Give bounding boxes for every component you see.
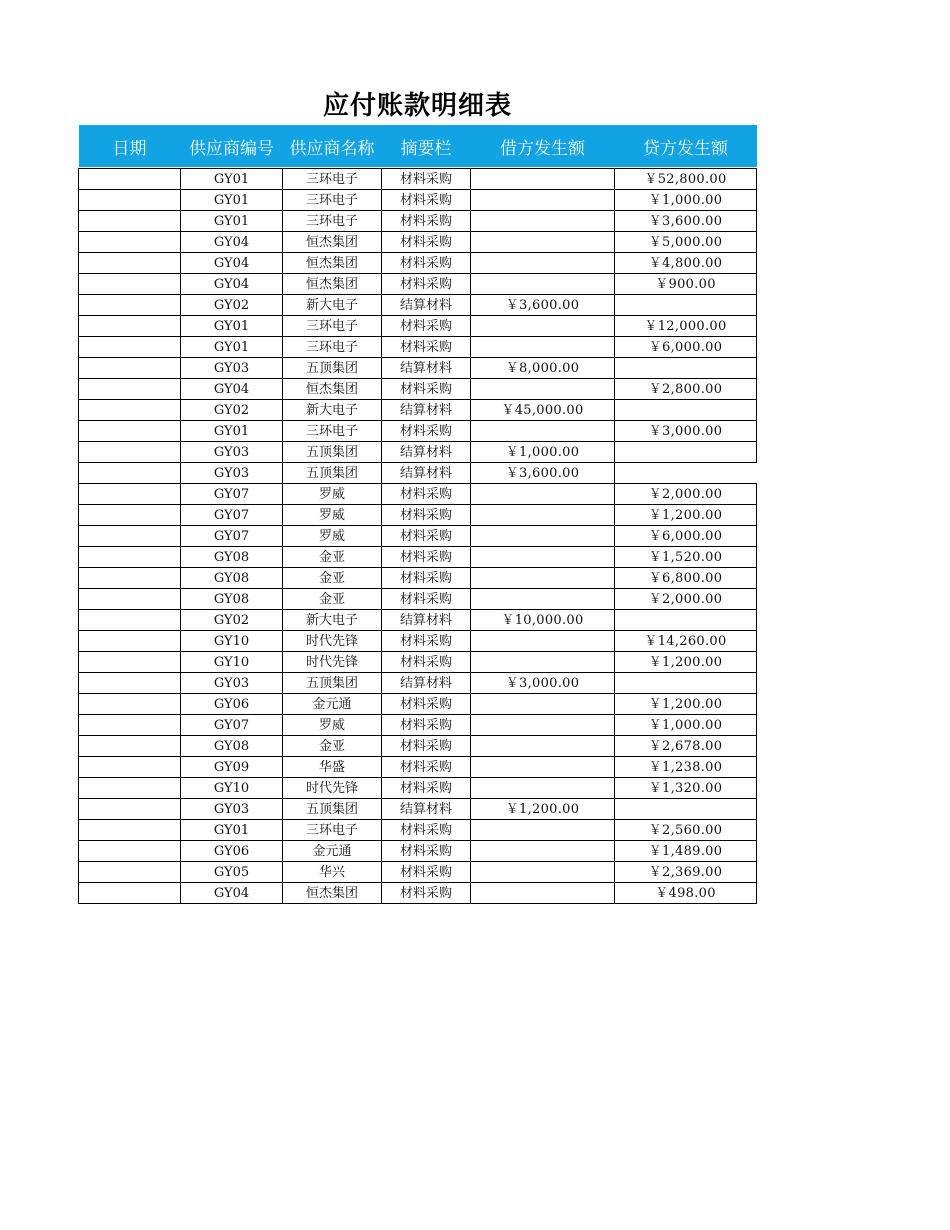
memo-cell[interactable]: 材料采购 bbox=[382, 316, 471, 337]
credit-cell[interactable]: ￥2,560.00 bbox=[615, 820, 757, 841]
supplier-code-cell[interactable]: GY01 bbox=[181, 337, 283, 358]
supplier-code-cell[interactable]: GY01 bbox=[181, 421, 283, 442]
memo-cell[interactable]: 材料采购 bbox=[382, 736, 471, 757]
debit-cell[interactable]: ￥3,000.00 bbox=[471, 673, 615, 694]
supplier-name-cell[interactable]: 五顶集团 bbox=[283, 463, 382, 484]
date-cell[interactable] bbox=[79, 568, 181, 589]
debit-cell[interactable]: ￥1,000.00 bbox=[471, 442, 615, 463]
debit-cell[interactable] bbox=[471, 190, 615, 211]
supplier-code-cell[interactable]: GY10 bbox=[181, 631, 283, 652]
date-cell[interactable] bbox=[79, 757, 181, 778]
table-row bbox=[79, 799, 757, 820]
table-row bbox=[79, 778, 757, 799]
date-cell[interactable] bbox=[79, 589, 181, 610]
debit-cell[interactable] bbox=[471, 316, 615, 337]
date-cell[interactable] bbox=[79, 715, 181, 736]
supplier-code-cell[interactable]: GY07 bbox=[181, 484, 283, 505]
column-header-date[interactable]: 日期 bbox=[79, 125, 181, 167]
credit-cell[interactable]: ￥2,678.00 bbox=[615, 736, 757, 757]
date-cell[interactable] bbox=[79, 316, 181, 337]
memo-cell[interactable]: 材料采购 bbox=[382, 589, 471, 610]
debit-cell[interactable] bbox=[471, 547, 615, 568]
debit-cell[interactable]: ￥10,000.00 bbox=[471, 610, 615, 631]
table-row bbox=[79, 295, 757, 316]
supplier-code-cell[interactable]: GY03 bbox=[181, 442, 283, 463]
supplier-code-cell[interactable]: GY09 bbox=[181, 757, 283, 778]
credit-cell[interactable]: ￥1,200.00 bbox=[615, 505, 757, 526]
supplier-code-cell[interactable]: GY03 bbox=[181, 799, 283, 820]
memo-cell[interactable]: 材料采购 bbox=[382, 820, 471, 841]
date-cell[interactable] bbox=[79, 169, 181, 190]
credit-cell[interactable]: ￥1,320.00 bbox=[615, 778, 757, 799]
date-cell[interactable] bbox=[79, 400, 181, 421]
debit-cell[interactable] bbox=[471, 169, 615, 190]
table-row bbox=[79, 274, 757, 295]
credit-cell[interactable]: ￥900.00 bbox=[615, 274, 757, 295]
supplier-name-cell[interactable]: 罗威 bbox=[283, 484, 382, 505]
table-row bbox=[79, 421, 757, 442]
credit-cell[interactable]: ￥5,000.00 bbox=[615, 232, 757, 253]
date-cell[interactable] bbox=[79, 631, 181, 652]
supplier-name-cell[interactable]: 时代先锋 bbox=[283, 631, 382, 652]
supplier-name-cell[interactable]: 金亚 bbox=[283, 736, 382, 757]
supplier-name-cell[interactable]: 新大电子 bbox=[283, 295, 382, 316]
memo-cell[interactable]: 结算材料 bbox=[382, 400, 471, 421]
debit-cell[interactable] bbox=[471, 652, 615, 673]
table-row bbox=[79, 673, 757, 694]
supplier-name-cell[interactable]: 罗威 bbox=[283, 715, 382, 736]
table-row bbox=[79, 484, 757, 505]
table-row bbox=[79, 589, 757, 610]
supplier-code-cell[interactable]: GY06 bbox=[181, 841, 283, 862]
debit-cell[interactable] bbox=[471, 862, 615, 883]
date-cell[interactable] bbox=[79, 673, 181, 694]
column-header-memo[interactable]: 摘要栏 bbox=[382, 125, 471, 167]
header-row bbox=[79, 125, 757, 167]
column-header-credit[interactable]: 贷方发生额 bbox=[615, 125, 757, 167]
date-cell[interactable] bbox=[79, 484, 181, 505]
credit-cell[interactable] bbox=[615, 442, 757, 463]
supplier-name-cell[interactable]: 五顶集团 bbox=[283, 673, 382, 694]
credit-cell[interactable]: ￥52,800.00 bbox=[615, 169, 757, 190]
table-row bbox=[79, 505, 757, 526]
date-cell[interactable] bbox=[79, 190, 181, 211]
table-row bbox=[79, 379, 757, 400]
debit-cell[interactable]: ￥1,200.00 bbox=[471, 799, 615, 820]
date-cell[interactable] bbox=[79, 505, 181, 526]
debit-cell[interactable] bbox=[471, 778, 615, 799]
debit-cell[interactable] bbox=[471, 757, 615, 778]
supplier-name-cell[interactable]: 三环电子 bbox=[283, 316, 382, 337]
memo-cell[interactable]: 材料采购 bbox=[382, 862, 471, 883]
debit-cell[interactable] bbox=[471, 274, 615, 295]
credit-cell[interactable]: ￥14,260.00 bbox=[615, 631, 757, 652]
credit-cell[interactable]: ￥4,800.00 bbox=[615, 253, 757, 274]
supplier-name-cell[interactable]: 三环电子 bbox=[283, 169, 382, 190]
debit-cell[interactable]: ￥3,600.00 bbox=[471, 463, 615, 484]
supplier-code-cell[interactable]: GY01 bbox=[181, 820, 283, 841]
table-row bbox=[79, 169, 757, 190]
debit-cell[interactable] bbox=[471, 883, 615, 904]
supplier-code-cell[interactable]: GY03 bbox=[181, 463, 283, 484]
table-row bbox=[79, 841, 757, 862]
supplier-name-cell[interactable]: 恒杰集团 bbox=[283, 253, 382, 274]
supplier-name-cell[interactable]: 金亚 bbox=[283, 568, 382, 589]
memo-cell[interactable]: 材料采购 bbox=[382, 190, 471, 211]
debit-cell[interactable] bbox=[471, 379, 615, 400]
memo-cell[interactable]: 材料采购 bbox=[382, 841, 471, 862]
supplier-code-cell[interactable]: GY07 bbox=[181, 526, 283, 547]
memo-cell[interactable]: 材料采购 bbox=[382, 211, 471, 232]
debit-cell[interactable] bbox=[471, 589, 615, 610]
table-row bbox=[79, 610, 757, 631]
supplier-name-cell[interactable]: 金元通 bbox=[283, 694, 382, 715]
supplier-name-cell[interactable]: 三环电子 bbox=[283, 421, 382, 442]
supplier-name-cell[interactable]: 三环电子 bbox=[283, 337, 382, 358]
memo-cell[interactable]: 材料采购 bbox=[382, 526, 471, 547]
table-row bbox=[79, 547, 757, 568]
table-header bbox=[79, 125, 757, 169]
supplier-name-cell[interactable]: 恒杰集团 bbox=[283, 883, 382, 904]
date-cell[interactable] bbox=[79, 652, 181, 673]
supplier-name-cell[interactable]: 金亚 bbox=[283, 547, 382, 568]
date-cell[interactable] bbox=[79, 442, 181, 463]
date-cell[interactable] bbox=[79, 694, 181, 715]
supplier-code-cell[interactable]: GY01 bbox=[181, 316, 283, 337]
table-row bbox=[79, 337, 757, 358]
table-row bbox=[79, 463, 757, 484]
supplier-name-cell[interactable]: 三环电子 bbox=[283, 820, 382, 841]
debit-cell[interactable]: ￥8,000.00 bbox=[471, 358, 615, 379]
credit-cell[interactable]: ￥1,520.00 bbox=[615, 547, 757, 568]
debit-cell[interactable] bbox=[471, 505, 615, 526]
supplier-name-cell[interactable]: 时代先锋 bbox=[283, 652, 382, 673]
memo-cell[interactable]: 材料采购 bbox=[382, 169, 471, 190]
supplier-name-cell[interactable]: 三环电子 bbox=[283, 190, 382, 211]
debit-cell[interactable] bbox=[471, 736, 615, 757]
date-cell[interactable] bbox=[79, 841, 181, 862]
credit-cell[interactable]: ￥2,000.00 bbox=[615, 484, 757, 505]
date-cell[interactable] bbox=[79, 778, 181, 799]
date-cell[interactable] bbox=[79, 358, 181, 379]
supplier-name-cell[interactable]: 华兴 bbox=[283, 862, 382, 883]
memo-cell[interactable]: 材料采购 bbox=[382, 883, 471, 904]
supplier-code-cell[interactable]: GY04 bbox=[181, 274, 283, 295]
accounts-payable-table bbox=[78, 125, 757, 904]
memo-cell[interactable]: 材料采购 bbox=[382, 652, 471, 673]
credit-cell[interactable] bbox=[615, 358, 757, 379]
credit-cell[interactable]: ￥1,000.00 bbox=[615, 190, 757, 211]
date-cell[interactable] bbox=[79, 232, 181, 253]
table-body bbox=[79, 169, 757, 904]
credit-cell[interactable]: ￥12,000.00 bbox=[615, 316, 757, 337]
memo-cell[interactable]: 材料采购 bbox=[382, 253, 471, 274]
supplier-name-cell[interactable]: 五顶集团 bbox=[283, 442, 382, 463]
table-row bbox=[79, 820, 757, 841]
supplier-code-cell[interactable]: GY04 bbox=[181, 253, 283, 274]
date-cell[interactable] bbox=[79, 526, 181, 547]
memo-cell[interactable]: 材料采购 bbox=[382, 379, 471, 400]
debit-cell[interactable]: ￥3,600.00 bbox=[471, 295, 615, 316]
date-cell[interactable] bbox=[79, 421, 181, 442]
date-cell[interactable] bbox=[79, 547, 181, 568]
memo-cell[interactable]: 材料采购 bbox=[382, 274, 471, 295]
debit-cell[interactable] bbox=[471, 820, 615, 841]
date-cell[interactable] bbox=[79, 610, 181, 631]
credit-cell[interactable]: ￥2,369.00 bbox=[615, 862, 757, 883]
credit-cell[interactable] bbox=[615, 610, 757, 631]
date-cell[interactable] bbox=[79, 799, 181, 820]
table-row bbox=[79, 631, 757, 652]
table-row bbox=[79, 652, 757, 673]
date-cell[interactable] bbox=[79, 820, 181, 841]
supplier-name-cell[interactable]: 三环电子 bbox=[283, 211, 382, 232]
supplier-code-cell[interactable]: GY03 bbox=[181, 673, 283, 694]
credit-cell[interactable]: ￥6,000.00 bbox=[615, 526, 757, 547]
memo-cell[interactable]: 材料采购 bbox=[382, 568, 471, 589]
memo-cell[interactable]: 材料采购 bbox=[382, 337, 471, 358]
date-cell[interactable] bbox=[79, 463, 181, 484]
debit-cell[interactable] bbox=[471, 337, 615, 358]
memo-cell[interactable]: 结算材料 bbox=[382, 295, 471, 316]
credit-cell[interactable]: ￥6,800.00 bbox=[615, 568, 757, 589]
credit-cell[interactable] bbox=[615, 673, 757, 694]
memo-cell[interactable]: 材料采购 bbox=[382, 547, 471, 568]
memo-cell[interactable]: 结算材料 bbox=[382, 610, 471, 631]
date-cell[interactable] bbox=[79, 736, 181, 757]
column-header-supplier-name[interactable]: 供应商名称 bbox=[283, 125, 382, 167]
table-row bbox=[79, 883, 757, 904]
supplier-code-cell[interactable]: GY01 bbox=[181, 169, 283, 190]
supplier-name-cell[interactable]: 罗威 bbox=[283, 505, 382, 526]
credit-cell[interactable]: ￥1,489.00 bbox=[615, 841, 757, 862]
credit-cell[interactable]: ￥3,000.00 bbox=[615, 421, 757, 442]
page-title: 应付账款明细表 bbox=[322, 91, 512, 121]
memo-cell[interactable]: 结算材料 bbox=[382, 442, 471, 463]
supplier-code-cell[interactable]: GY08 bbox=[181, 736, 283, 757]
table-row bbox=[79, 253, 757, 274]
supplier-name-cell[interactable]: 罗威 bbox=[283, 526, 382, 547]
supplier-code-cell[interactable]: GY10 bbox=[181, 778, 283, 799]
credit-cell[interactable]: ￥498.00 bbox=[615, 883, 757, 904]
memo-cell[interactable]: 材料采购 bbox=[382, 631, 471, 652]
supplier-name-cell[interactable]: 恒杰集团 bbox=[283, 379, 382, 400]
supplier-code-cell[interactable]: GY01 bbox=[181, 190, 283, 211]
supplier-name-cell[interactable]: 恒杰集团 bbox=[283, 232, 382, 253]
memo-cell[interactable]: 结算材料 bbox=[382, 799, 471, 820]
table-row bbox=[79, 757, 757, 778]
credit-cell[interactable] bbox=[615, 295, 757, 316]
supplier-name-cell[interactable]: 金亚 bbox=[283, 589, 382, 610]
supplier-name-cell[interactable]: 新大电子 bbox=[283, 610, 382, 631]
supplier-code-cell[interactable]: GY10 bbox=[181, 652, 283, 673]
memo-cell[interactable]: 材料采购 bbox=[382, 715, 471, 736]
table-row bbox=[79, 568, 757, 589]
memo-cell[interactable]: 材料采购 bbox=[382, 484, 471, 505]
memo-cell[interactable]: 结算材料 bbox=[382, 358, 471, 379]
column-header-debit[interactable]: 借方发生额 bbox=[471, 125, 615, 167]
debit-cell[interactable] bbox=[471, 232, 615, 253]
table-row bbox=[79, 400, 757, 421]
supplier-code-cell[interactable]: GY08 bbox=[181, 547, 283, 568]
table-row bbox=[79, 694, 757, 715]
supplier-code-cell[interactable]: GY07 bbox=[181, 715, 283, 736]
supplier-name-cell[interactable]: 金元通 bbox=[283, 841, 382, 862]
table-row bbox=[79, 211, 757, 232]
supplier-code-cell[interactable]: GY01 bbox=[181, 211, 283, 232]
debit-cell[interactable] bbox=[471, 568, 615, 589]
supplier-name-cell[interactable]: 恒杰集团 bbox=[283, 274, 382, 295]
credit-cell[interactable]: ￥2,000.00 bbox=[615, 589, 757, 610]
supplier-code-cell[interactable]: GY02 bbox=[181, 295, 283, 316]
credit-cell[interactable]: ￥6,000.00 bbox=[615, 337, 757, 358]
table-row bbox=[79, 526, 757, 547]
supplier-code-cell[interactable]: GY04 bbox=[181, 379, 283, 400]
table-row bbox=[79, 190, 757, 211]
table-row bbox=[79, 358, 757, 379]
credit-cell[interactable] bbox=[615, 400, 757, 421]
credit-cell[interactable] bbox=[615, 799, 757, 820]
debit-cell[interactable] bbox=[471, 211, 615, 232]
table-row bbox=[79, 862, 757, 883]
debit-cell[interactable] bbox=[471, 715, 615, 736]
credit-cell[interactable] bbox=[615, 463, 757, 484]
debit-cell[interactable] bbox=[471, 526, 615, 547]
supplier-code-cell[interactable]: GY02 bbox=[181, 610, 283, 631]
column-header-supplier-code[interactable]: 供应商编号 bbox=[181, 125, 283, 167]
date-cell[interactable] bbox=[79, 253, 181, 274]
supplier-name-cell[interactable]: 时代先锋 bbox=[283, 778, 382, 799]
supplier-name-cell[interactable]: 五顶集团 bbox=[283, 799, 382, 820]
date-cell[interactable] bbox=[79, 883, 181, 904]
memo-cell[interactable]: 材料采购 bbox=[382, 778, 471, 799]
date-cell[interactable] bbox=[79, 274, 181, 295]
credit-cell[interactable]: ￥1,000.00 bbox=[615, 715, 757, 736]
credit-cell[interactable]: ￥1,238.00 bbox=[615, 757, 757, 778]
credit-cell[interactable]: ￥2,800.00 bbox=[615, 379, 757, 400]
memo-cell[interactable]: 材料采购 bbox=[382, 757, 471, 778]
credit-cell[interactable]: ￥1,200.00 bbox=[615, 694, 757, 715]
memo-cell[interactable]: 材料采购 bbox=[382, 694, 471, 715]
date-cell[interactable] bbox=[79, 379, 181, 400]
supplier-code-cell[interactable]: GY02 bbox=[181, 400, 283, 421]
supplier-code-cell[interactable]: GY03 bbox=[181, 358, 283, 379]
supplier-code-cell[interactable]: GY04 bbox=[181, 883, 283, 904]
debit-cell[interactable] bbox=[471, 694, 615, 715]
table-row bbox=[79, 736, 757, 757]
debit-cell[interactable] bbox=[471, 253, 615, 274]
debit-cell[interactable] bbox=[471, 841, 615, 862]
supplier-code-cell[interactable]: GY08 bbox=[181, 589, 283, 610]
supplier-name-cell[interactable]: 华盛 bbox=[283, 757, 382, 778]
supplier-code-cell[interactable]: GY08 bbox=[181, 568, 283, 589]
supplier-code-cell[interactable]: GY07 bbox=[181, 505, 283, 526]
credit-cell[interactable]: ￥3,600.00 bbox=[615, 211, 757, 232]
date-cell[interactable] bbox=[79, 211, 181, 232]
table-row bbox=[79, 715, 757, 736]
memo-cell[interactable]: 结算材料 bbox=[382, 673, 471, 694]
supplier-code-cell[interactable]: GY05 bbox=[181, 862, 283, 883]
supplier-code-cell[interactable]: GY04 bbox=[181, 232, 283, 253]
date-cell[interactable] bbox=[79, 862, 181, 883]
debit-cell[interactable] bbox=[471, 631, 615, 652]
supplier-code-cell[interactable]: GY06 bbox=[181, 694, 283, 715]
table-row bbox=[79, 442, 757, 463]
memo-cell[interactable]: 材料采购 bbox=[382, 232, 471, 253]
date-cell[interactable] bbox=[79, 337, 181, 358]
supplier-name-cell[interactable]: 新大电子 bbox=[283, 400, 382, 421]
debit-cell[interactable] bbox=[471, 421, 615, 442]
table-row bbox=[79, 316, 757, 337]
memo-cell[interactable]: 材料采购 bbox=[382, 505, 471, 526]
debit-cell[interactable]: ￥45,000.00 bbox=[471, 400, 615, 421]
table-row bbox=[79, 232, 757, 253]
supplier-name-cell[interactable]: 五顶集团 bbox=[283, 358, 382, 379]
credit-cell[interactable]: ￥1,200.00 bbox=[615, 652, 757, 673]
memo-cell[interactable]: 结算材料 bbox=[382, 463, 471, 484]
date-cell[interactable] bbox=[79, 295, 181, 316]
debit-cell[interactable] bbox=[471, 484, 615, 505]
memo-cell[interactable]: 材料采购 bbox=[382, 421, 471, 442]
